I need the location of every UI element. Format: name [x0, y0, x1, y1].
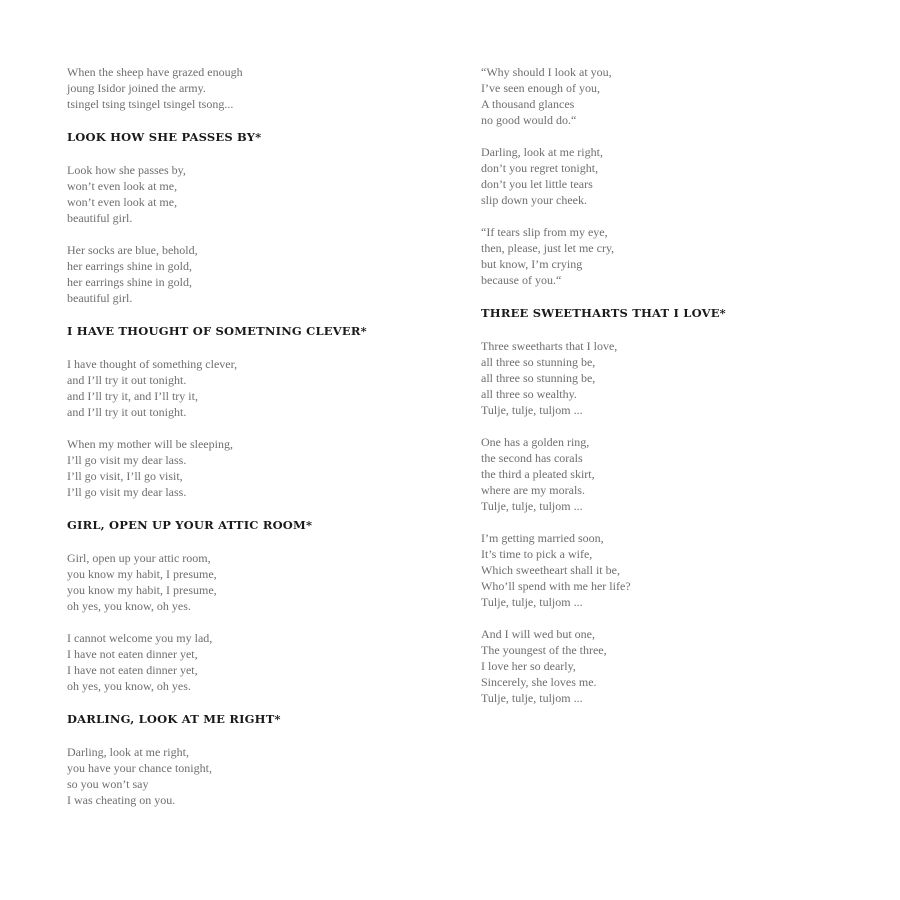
lyric-line: then, please, just let me cry,: [481, 241, 615, 255]
song-girl-open-up-your-attic-room: [67, 518, 447, 694]
lyric-line: I’ll go visit my dear lass.: [67, 453, 187, 467]
lyric-line: I have not eaten dinner yet,: [67, 663, 198, 677]
lyric-line: the second has corals: [481, 451, 583, 465]
lyric-line: Three sweetharts that I love,: [481, 339, 618, 353]
lyric-line: you know my habit, I presume,: [67, 567, 217, 581]
stanza: [67, 162, 447, 226]
lyric-line: Her socks are blue, behold,: [67, 243, 198, 257]
song-i-have-thought-of-something-clever: [67, 324, 447, 500]
lyric-line: Sincerely, she loves me.: [481, 675, 597, 689]
lyric-line: so you won’t say: [67, 777, 149, 791]
lyric-line: And I will wed but one,: [481, 627, 595, 641]
lyric-line: beautiful girl.: [67, 211, 133, 225]
lyric-line: don’t you let little tears: [481, 177, 593, 191]
lyric-line: I’ll go visit, I’ll go visit,: [67, 469, 183, 483]
stanza: [481, 530, 861, 610]
lyric-line: When my mother will be sleeping,: [67, 437, 233, 451]
lyric-line: where are my morals.: [481, 483, 585, 497]
lyric-line: don’t you regret tonight,: [481, 161, 599, 175]
stanza: [481, 224, 861, 288]
lyric-line: Tulje, tulje, tuljom ...: [481, 403, 583, 417]
lyric-line: Girl, open up your attic room,: [67, 551, 211, 565]
lyric-line: won’t even look at me,: [67, 195, 178, 209]
lyric-line: beautiful girl.: [67, 291, 133, 305]
song-title: I HAVE THOUGHT OF SOMETNING CLEVER*: [67, 324, 367, 338]
stanza: [481, 626, 861, 706]
stanza: [481, 144, 861, 208]
lyric-line: Tulje, tulje, tuljom ...: [481, 595, 583, 609]
lyric-line: “If tears slip from my eye,: [481, 225, 608, 239]
left-column: [67, 64, 447, 824]
lyric-line: slip down your cheek.: [481, 193, 587, 207]
stanza: [67, 744, 447, 808]
lyric-line: I have not eaten dinner yet,: [67, 647, 198, 661]
lyric-line: you have your chance tonight,: [67, 761, 212, 775]
lyric-line: One has a golden ring,: [481, 435, 590, 449]
lyric-line: because of you.“: [481, 273, 562, 287]
lyric-line: The youngest of the three,: [481, 643, 607, 657]
intro-stanza-block: [67, 64, 447, 112]
lyric-line: It’s time to pick a wife,: [481, 547, 593, 561]
song-title: GIRL, OPEN UP YOUR ATTIC ROOM*: [67, 518, 313, 532]
song-title: THREE SWEETHARTS THAT I LOVE*: [481, 306, 726, 320]
lyric-line: tsingel tsing tsingel tsingel tsong...: [67, 97, 234, 111]
lyric-line: no good would do.“: [481, 113, 577, 127]
song-three-sweetharts-that-i-love: [481, 306, 861, 706]
song-darling-look-at-me-right: [67, 712, 447, 808]
right-column: [481, 64, 861, 722]
lyric-line: I have thought of something clever,: [67, 357, 238, 371]
stanza: [67, 550, 447, 614]
stanza: [67, 436, 447, 500]
lyric-line: her earrings shine in gold,: [67, 259, 192, 273]
lyric-line: I love her so dearly,: [481, 659, 576, 673]
lyric-line: “Why should I look at you,: [481, 65, 612, 79]
lyric-line: the third a pleated skirt,: [481, 467, 595, 481]
lyric-line: oh yes, you know, oh yes.: [67, 679, 191, 693]
lyric-line: you know my habit, I presume,: [67, 583, 217, 597]
lyric-line: Tulje, tulje, tuljom ...: [481, 691, 583, 705]
song-title: LOOK HOW SHE PASSES BY*: [67, 130, 262, 144]
song-title: DARLING, LOOK AT ME RIGHT*: [67, 712, 281, 726]
lyric-line: all three so stunning be,: [481, 371, 596, 385]
stanza: [67, 242, 447, 306]
lyric-line: I cannot welcome you my lad,: [67, 631, 213, 645]
stanza: [67, 630, 447, 694]
continuation-stanzas: [481, 64, 861, 288]
lyric-line: and I’ll try it, and I’ll try it,: [67, 389, 198, 403]
lyric-line: Who’ll spend with me her life?: [481, 579, 631, 593]
lyric-line: but know, I’m crying: [481, 257, 583, 271]
song-look-how-she-passes-by: [67, 130, 447, 306]
stanza: [481, 434, 861, 514]
stanza: [67, 356, 447, 420]
lyric-line: I’ve seen enough of you,: [481, 81, 600, 95]
stanza: [481, 64, 861, 128]
lyric-line: all three so stunning be,: [481, 355, 596, 369]
lyric-line: joung Isidor joined the army.: [67, 81, 206, 95]
lyric-line: A thousand glances: [481, 97, 575, 111]
lyric-line: I was cheating on you.: [67, 793, 176, 807]
stanza: [481, 338, 861, 418]
lyric-line: and I’ll try it out tonight.: [67, 405, 187, 419]
stanza: [67, 64, 447, 112]
lyric-line: and I’ll try it out tonight.: [67, 373, 187, 387]
lyric-line: Which sweetheart shall it be,: [481, 563, 620, 577]
lyric-line: oh yes, you know, oh yes.: [67, 599, 191, 613]
lyric-line: all three so wealthy.: [481, 387, 577, 401]
lyric-line: When the sheep have grazed enough: [67, 65, 243, 79]
lyric-line: Tulje, tulje, tuljom ...: [481, 499, 583, 513]
lyric-line: I’m getting married soon,: [481, 531, 604, 545]
lyric-line: I’ll go visit my dear lass.: [67, 485, 187, 499]
lyric-line: her earrings shine in gold,: [67, 275, 192, 289]
lyric-line: won’t even look at me,: [67, 179, 178, 193]
lyric-line: Look how she passes by,: [67, 163, 186, 177]
lyric-line: Darling, look at me right,: [481, 145, 603, 159]
lyric-line: Darling, look at me right,: [67, 745, 189, 759]
